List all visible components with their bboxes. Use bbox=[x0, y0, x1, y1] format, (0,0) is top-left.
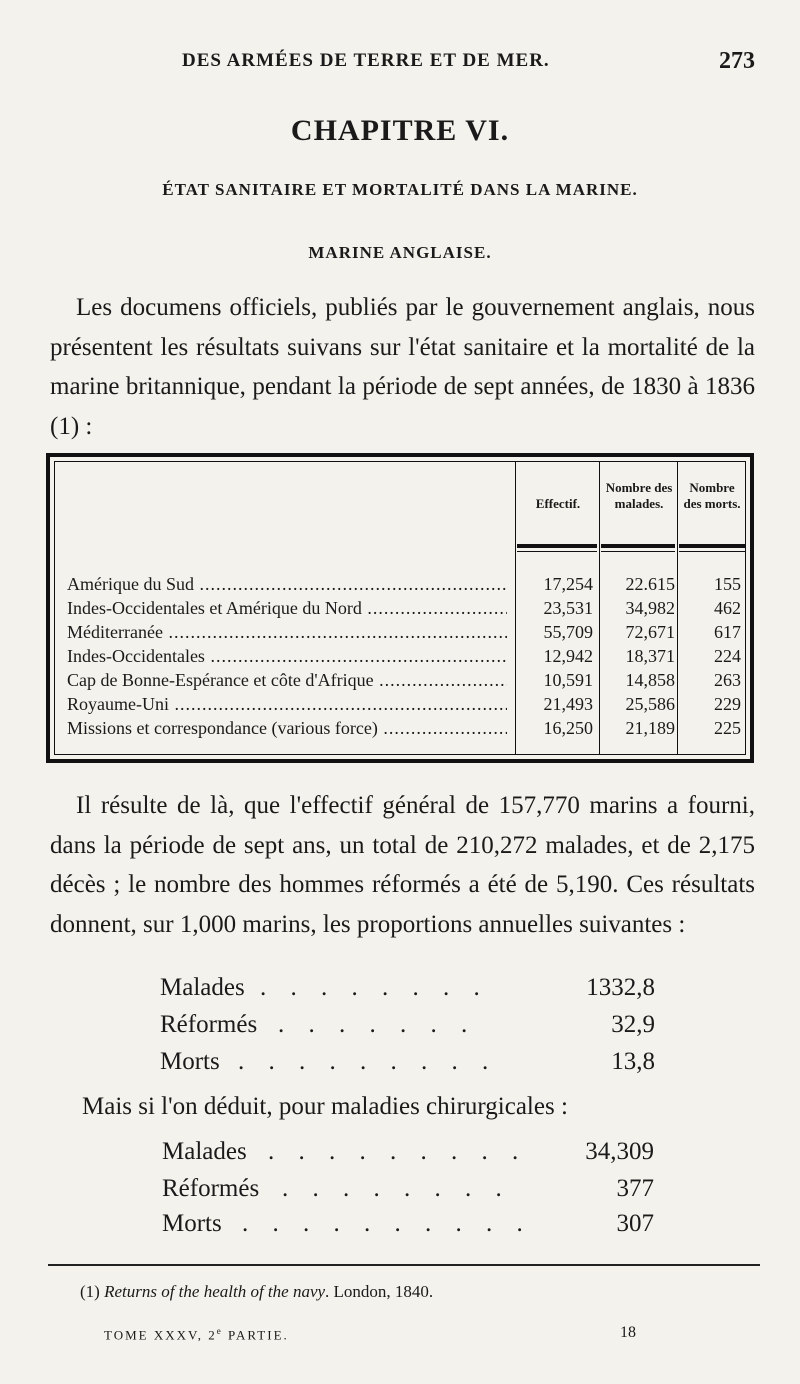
cell-morts: 155 bbox=[714, 574, 741, 594]
table-row bbox=[55, 694, 745, 718]
results-paragraph bbox=[50, 786, 755, 944]
footnote bbox=[80, 1282, 433, 1302]
signature-sup: e bbox=[216, 1326, 223, 1336]
stat-value: 377 bbox=[616, 1175, 654, 1202]
cell-effectif: 10,591 bbox=[543, 670, 593, 690]
cell-morts: 224 bbox=[714, 646, 741, 666]
row-label: Missions et correspondance (various force) ..... bbox=[67, 718, 507, 739]
cell-effectif: 17,254 bbox=[543, 574, 593, 594]
header-morts: Nombre des morts. bbox=[683, 480, 741, 511]
stat-label: Malades bbox=[160, 974, 245, 1001]
row-label: Cap de Bonne-Espérance et côte d'Afrique ..... bbox=[67, 670, 507, 691]
deduction-line: Mais si l'on déduit, pour maladies chirurgicales : bbox=[82, 1093, 568, 1120]
cell-malades: 72,671 bbox=[625, 622, 675, 642]
header-malades: Nombre des malades. bbox=[605, 480, 673, 511]
footnote-title: Returns of the health of the navy bbox=[104, 1282, 326, 1301]
stat-value: 13,8 bbox=[611, 1048, 655, 1075]
table-row bbox=[55, 598, 745, 622]
book-page: DES ARMÉES DE TERRE ET DE MER. 273 CHAPITRE VI. ÉTAT SANITAIRE ET MORTALITÉ DANS LA MARINE. MARINE ANGLAISE. Les documens officiels, publiés par le gouvernement anglais, nous présentent les résultats suivans sur l'état sanitaire et la mortalité de la marine britannique, pendant la période de sept années, de 1830 à 1836 (1) : Effectif. Nombre des malades. Nombre des morts. Amérique du Sud ..... 17,254 22.615 155 Indes-Occidentales et Amérique du Nord ..... 23,531 34,982 462 Méditerranée ..... 55,709 72,671 617 Indes-Occidentales ..... 12,942 18,371 224 Cap de Bonne-Espérance et côte d'Afrique ..... 10,591 14,858 263 Royaume-Uni ..... 21,493 25,586 229 Missions et correspondance (various force) ..... 16,250 21,189 225 Il résulte de là, que l'effectif général de 157,770 marins a fourni, dans la période de sept ans, un total de 210,272 malades, et de 2,175 décès ; le nombre des hommes réformés a été de 5,190. Ces résultats donnent, sur 1,000 marins, les proportions annuelles suivantes : Malades . . . . . . . . 1332,8 Réformés . . . . . . . 32,9 Morts . . . . . . . . . 13,8 Mais si l'on déduit, pour maladies chirurgicales : Malades . . . . . . . . . 34,309 Réformés . . . . . . . . 377 Morts . . . . . . . . . . 307 (1) Returns of the health of the navy. London, 1840. TOME XXXV, 2e PARTIE. 18 bbox=[0, 0, 800, 1384]
cell-malades: 34,982 bbox=[625, 598, 675, 618]
footnote-place: . London, 1840. bbox=[325, 1282, 434, 1301]
stat-label: Morts bbox=[162, 1210, 222, 1237]
cell-malades: 22.615 bbox=[625, 574, 675, 594]
row-label: Amérique du Sud ..... bbox=[67, 574, 507, 595]
signature-tome: TOME XXXV, 2 bbox=[104, 1327, 217, 1343]
intro-paragraph-text: Les documens officiels, publiés par le gouvernement anglais, nous présentent les résultats suivans sur l'état sanitaire et la mortalité de la marine britannique, pendant la période de sept années, de 1830 à 1836 (1) : bbox=[50, 294, 755, 440]
table-row bbox=[55, 670, 745, 694]
cell-morts: 263 bbox=[714, 670, 741, 690]
row-label: Indes-Occidentales ..... bbox=[67, 646, 507, 667]
cell-malades: 25,586 bbox=[625, 694, 675, 714]
cell-morts: 225 bbox=[714, 718, 741, 738]
cell-morts: 617 bbox=[714, 622, 741, 642]
header-effectif: Effectif. bbox=[535, 496, 581, 511]
cell-morts: 462 bbox=[714, 598, 741, 618]
running-title: DES ARMÉES DE TERRE ET DE MER. bbox=[182, 50, 550, 71]
intro-paragraph bbox=[50, 288, 755, 446]
signature-mark bbox=[104, 1326, 289, 1343]
sheet-number: 18 bbox=[620, 1324, 636, 1341]
results-paragraph-text: Il résulte de là, que l'effectif général de 157,770 marins a fourni, dans la période de sept ans, un total de 210,272 malades, et de 2,175 décès ; le nombre des hommes réformés a été de 5,190. Ces résultats donnent, sur 1,000 marins, les proportions annuelles suivantes : bbox=[50, 792, 755, 938]
page-number: 273 bbox=[719, 48, 755, 74]
cell-morts: 229 bbox=[714, 694, 741, 714]
stat-label: Réformés bbox=[162, 1175, 260, 1202]
stat-label: Réformés bbox=[160, 1011, 258, 1038]
cell-malades: 18,371 bbox=[625, 646, 675, 666]
stat-value: 34,309 bbox=[585, 1138, 654, 1165]
stat-value: 307 bbox=[616, 1210, 654, 1237]
running-head bbox=[60, 48, 755, 78]
stat-value: 32,9 bbox=[611, 1011, 655, 1038]
cell-effectif: 12,942 bbox=[543, 646, 593, 666]
table-row bbox=[55, 718, 745, 742]
cell-effectif: 16,250 bbox=[543, 718, 593, 738]
cell-effectif: 55,709 bbox=[543, 622, 593, 642]
footnote-rule bbox=[48, 1264, 760, 1266]
stat-value: 1332,8 bbox=[586, 974, 655, 1001]
section-heading: MARINE ANGLAISE. bbox=[308, 243, 492, 262]
chapter-subtitle: ÉTAT SANITAIRE ET MORTALITÉ DANS LA MARINE. bbox=[162, 180, 638, 199]
signature-partie: PARTIE. bbox=[222, 1327, 289, 1343]
row-label: Royaume-Uni ..... bbox=[67, 694, 507, 715]
cell-malades: 14,858 bbox=[625, 670, 675, 690]
statistics-table bbox=[46, 453, 754, 763]
table-row bbox=[55, 574, 745, 598]
stat-label: Morts bbox=[160, 1048, 220, 1075]
cell-effectif: 21,493 bbox=[543, 694, 593, 714]
footnote-mark: (1) bbox=[80, 1282, 100, 1301]
row-label: Indes-Occidentales et Amérique du Nord ..... bbox=[67, 598, 507, 619]
chapter-heading: CHAPITRE VI. bbox=[290, 114, 510, 147]
stat-label: Malades bbox=[162, 1138, 247, 1165]
table-row bbox=[55, 622, 745, 646]
row-label: Méditerranée ..... bbox=[67, 622, 507, 643]
cell-effectif: 23,531 bbox=[543, 598, 593, 618]
table-row bbox=[55, 646, 745, 670]
cell-malades: 21,189 bbox=[625, 718, 675, 738]
